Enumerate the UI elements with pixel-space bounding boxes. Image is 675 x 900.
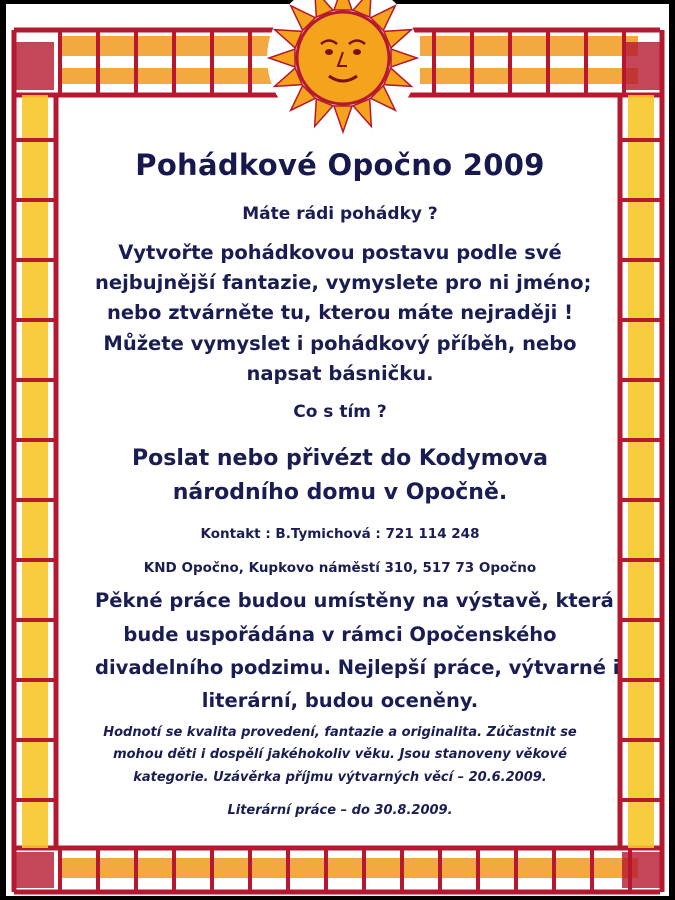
intro-line: Můžete vymyslet i pohádkový příběh, nebo xyxy=(103,332,577,355)
page-title: Pohádkové Opočno 2009 xyxy=(135,148,545,182)
exhibition-line: Pěkné práce budou umístěny na výstavě, která xyxy=(95,589,614,612)
poster-content xyxy=(95,140,620,840)
intro-line: nebo ztvárněte tu, kterou máte nejraději ! xyxy=(106,301,574,324)
intro-line: Vytvořte pohádkovou postavu podle své xyxy=(118,241,562,264)
send-line: národního domu v Opočně. xyxy=(172,480,508,505)
contact-line: Kontakt : B.Tymichová : 721 114 248 xyxy=(200,526,480,542)
rules-line: Hodnotí se kvalita provedení, fantazie a originalita. Zúčastnit se xyxy=(103,725,577,740)
exhibition-line: divadelního podzimu. Nejlepší práce, výtvarné i xyxy=(95,656,620,679)
intro-line: nejbujnější fantazie, vymyslete pro ni jméno; xyxy=(95,271,592,294)
send-line: Poslat nebo přivézt do Kodymova xyxy=(132,446,548,471)
question-2: Co s tím ? xyxy=(293,402,387,422)
question-1: Máte rádi pohádky ? xyxy=(242,204,438,224)
corner-block-bottom-right xyxy=(622,852,660,888)
exhibition-line: bude uspořádána v rámci Opočenského xyxy=(123,623,557,646)
intro-line: napsat básničku. xyxy=(246,362,434,385)
rules-line: mohou děti i dospělí jakéhokoliv věku. Jsou stanoveny věkové xyxy=(113,747,567,762)
rules-line: kategorie. Uzávěrka příjmu výtvarných věcí – 20.6.2009. xyxy=(133,770,547,785)
corner-block-bottom-left xyxy=(16,852,54,888)
literary-deadline: Literární práce – do 30.8.2009. xyxy=(227,803,453,818)
corner-block-top-left xyxy=(16,42,54,90)
exhibition-line: literární, budou oceněny. xyxy=(201,689,479,712)
corner-block-top-right xyxy=(622,42,660,90)
address-line: KND Opočno, Kupkovo náměstí 310, 517 73 Opočno xyxy=(143,560,537,576)
